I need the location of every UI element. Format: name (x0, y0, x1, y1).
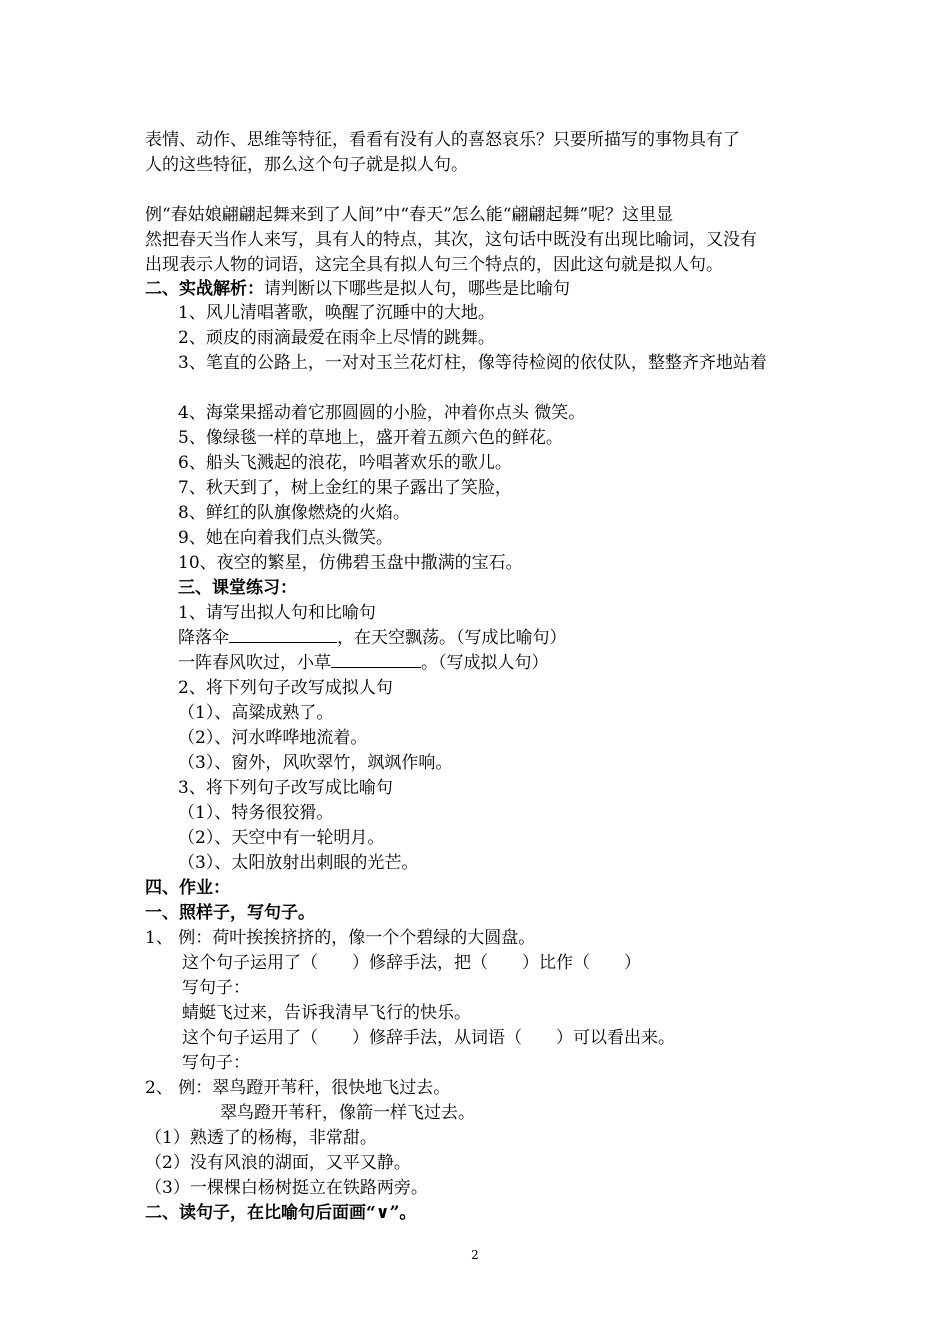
exercise1-question-2: 这个句子运用了（ ）修辞手法，从词语（ ）可以看出来。 (182, 1028, 675, 1048)
q1b-answer-blank[interactable] (331, 651, 421, 668)
section3-q3-item-3: （3）、太阳放射出刺眼的光芒。 (178, 853, 419, 873)
section2-question: 请判断以下哪些是拟人句，哪些是比喻句 (264, 279, 570, 299)
q1a-suffix: ，在天空飘荡。（写成比喻句） (337, 628, 567, 648)
section2-item-9: 9、她在向着我们点头微笑。 (178, 528, 393, 548)
section3-q3: 3、将下列句子改写成比喻句 (178, 778, 393, 798)
section2-item-5: 5、像绿毯一样的草地上，盛开着五颜六色的鲜花。 (178, 428, 563, 448)
section3-q2-item-3: （3）、窗外，风吹翠竹，飒飒作响。 (178, 753, 453, 773)
example-line-3: 出现表示人物的词语，这完全具有拟人句三个特点的，因此这句就是拟人句。 (145, 255, 723, 275)
exercise1-sentence-2: 蜻蜓飞过来，告诉我清早飞行的快乐。 (182, 1003, 471, 1023)
exercise2-item-1: （1）熟透了的杨梅，非常甜。 (145, 1128, 377, 1148)
exercise2-example: 2、 例：翠鸟蹬开苇秆，很快地飞过去。 (145, 1078, 451, 1098)
section3-q3-item-1: （1）、特务很狡猾。 (178, 803, 334, 823)
example-line-1: 例“春姑娘翩翩起舞来到了人间”中“春天”怎么能“翩翩起舞”呢？这里显 (145, 205, 674, 225)
exercise1-question: 这个句子运用了（ ）修辞手法，把（ ）比作（ ） (182, 953, 641, 973)
section3-q2-item-1: （1）、高粱成熟了。 (178, 703, 334, 723)
exercise1-write-label-2: 写句子： (182, 1053, 250, 1073)
section2-item-1: 1、风儿清唱著歌，唤醒了沉睡中的大地。 (178, 303, 495, 323)
section4-sub1: 一、照样子，写句子。 (145, 903, 315, 923)
section3-q1: 1、请写出拟人句和比喻句 (178, 603, 376, 623)
intro-line-2: 人的这些特征，那么这个句子就是拟人句。 (145, 155, 468, 175)
section4-heading: 四、作业： (145, 878, 230, 898)
section3-q1b-line (178, 651, 549, 675)
section4-sub2: 二、读句子，在比喻句后面画“∨”。 (145, 1203, 417, 1223)
section3-heading: 三、课堂练习： (178, 578, 297, 598)
exercise2-item-3: （3）一棵棵白杨树挺立在铁路两旁。 (145, 1178, 428, 1198)
section2-item-4: 4、海棠果摇动着它那圆圆的小脸，冲着你点头 微笑。 (178, 403, 586, 423)
exercise1-write-label: 写句子： (182, 978, 250, 998)
page-number: 2 (471, 1248, 479, 1262)
exercise2-item-2: （2）没有风浪的湖面，又平又静。 (145, 1153, 411, 1173)
section3-q3-item-2: （2）、天空中有一轮明月。 (178, 828, 385, 848)
section2-item-3: 3、笔直的公路上，一对对玉兰花灯柱，像等待检阅的依仗队，整整齐齐地站着 (178, 353, 767, 373)
exercise2-sample: 翠鸟蹬开苇秆，像箭一样飞过去。 (220, 1103, 475, 1123)
section2-item-8: 8、鲜红的队旗像燃烧的火焰。 (178, 503, 410, 523)
section2-item-2: 2、顽皮的雨滴最爱在雨伞上尽情的跳舞。 (178, 328, 495, 348)
section2-item-6: 6、船头飞溅起的浪花，吟唱著欢乐的歌儿。 (178, 453, 512, 473)
section2-item-7: 7、秋天到了，树上金红的果子露出了笑脸， (178, 478, 512, 498)
q1a-answer-blank[interactable] (229, 626, 337, 643)
section2-heading-line (145, 277, 570, 301)
q1b-prefix: 一阵春风吹过，小草 (178, 653, 331, 673)
example-line-2: 然把春天当作人来写，具有人的特点，其次，这句话中既没有出现比喻词，又没有 (145, 230, 757, 250)
section3-q1a-line (178, 626, 567, 650)
section3-q2: 2、将下列句子改写成拟人句 (178, 678, 393, 698)
section2-item-10: 10、夜空的繁星，仿佛碧玉盘中撒满的宝石。 (178, 553, 523, 573)
intro-line-1: 表情、动作、思维等特征，看看有没有人的喜怒哀乐？只要所描写的事物具有了 (145, 130, 740, 150)
section2-heading: 二、实战解析： (145, 279, 264, 299)
q1b-suffix: 。（写成拟人句） (421, 653, 549, 673)
section3-q2-item-2: （2）、河水哗哗地流着。 (178, 728, 368, 748)
exercise1-example: 1、 例：荷叶挨挨挤挤的，像一个个碧绿的大圆盘。 (145, 928, 536, 948)
q1a-prefix: 降落伞 (178, 628, 229, 648)
